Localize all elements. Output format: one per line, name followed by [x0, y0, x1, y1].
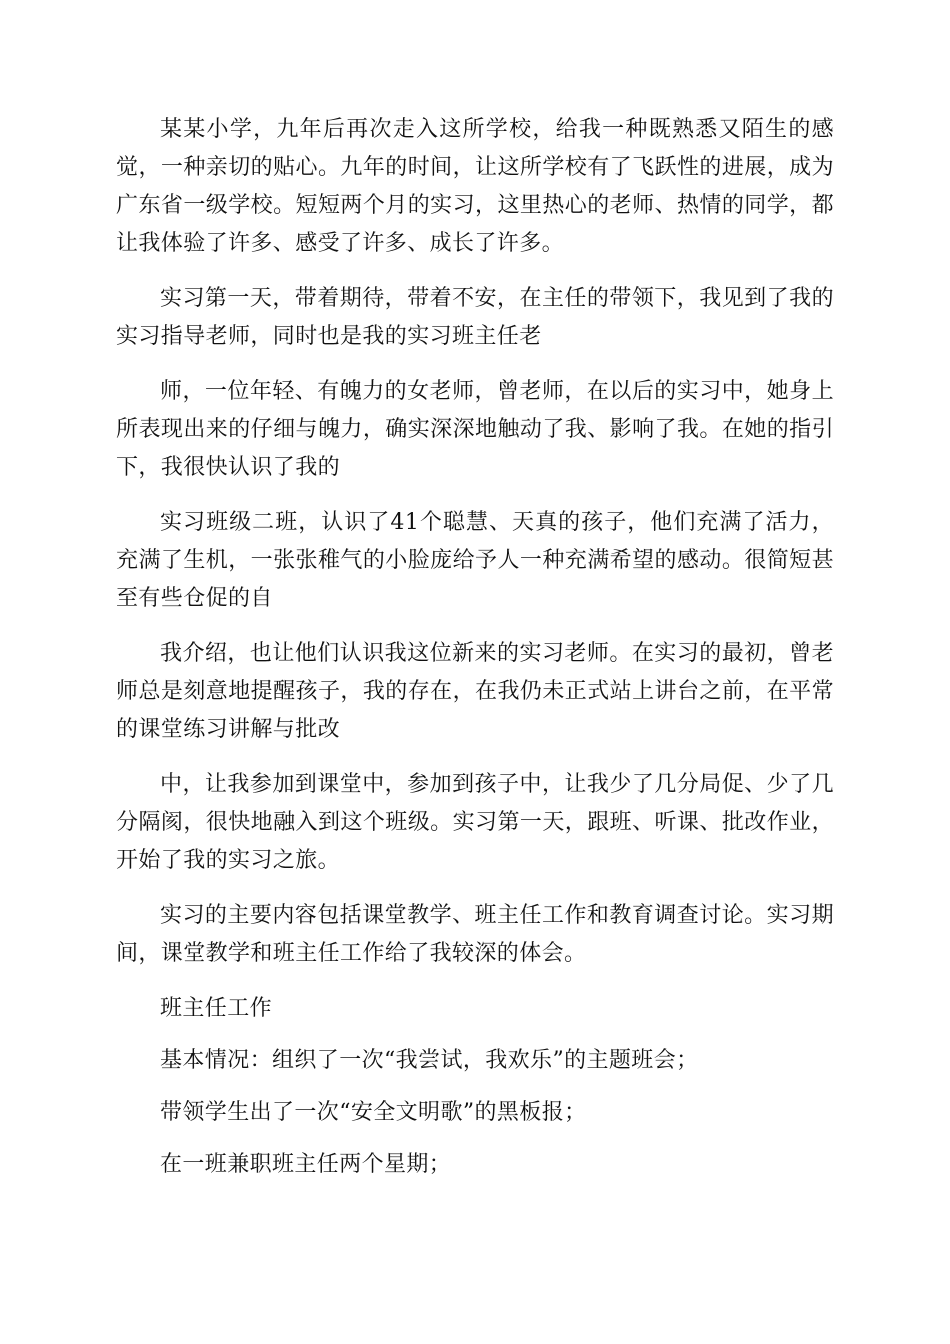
- paragraph-blackboard-newspaper: 带领学生出了一次“安全文明歌”的黑板报；: [160, 1100, 587, 1125]
- paragraph-main-content: 实习的主要内容包括课堂教学、班主任工作和教育调查讨论。实习期间，课堂教学和班主任工作给了我较深的体会。: [116, 903, 834, 966]
- paragraph-intro: 某某小学，九年后再次走入这所学校，给我一种既熟悉又陌生的感觉，一种亲切的贴心。九年的时间，让这所学校有了飞跃性的进展，成为广东省一级学校。短短两个月的实习，这里热心的老师、热情的同学，都让我体验了许多、感受了许多、成长了许多。: [116, 117, 834, 256]
- paragraph-joining-class: 中，让我参加到课堂中，参加到孩子中，让我少了几分局促、少了几分隔阂，很快地融入到这个班级。实习第一天，跟班、听课、批改作业，开始了我的实习之旅。: [116, 772, 834, 873]
- paragraph-acting-homeroom: 在一班兼职班主任两个星期；: [160, 1152, 452, 1177]
- section-heading-homeroom-work: 班主任工作: [160, 996, 273, 1021]
- paragraph-teacher-zeng: 师，一位年轻、有魄力的女老师，曾老师，在以后的实习中，她身上所表现出来的仔细与魄力，确实深深地触动了我、影响了我。在她的指引下，我很快认识了我的: [116, 379, 834, 480]
- paragraph-self-introduction: 我介绍，也让他们认识我这位新来的实习老师。在实习的最初，曾老师总是刻意地提醒孩子，我的存在，在我仍未正式站上讲台之前，在平常的课堂练习讲解与批改: [116, 641, 834, 742]
- document-body: [116, 111, 834, 1198]
- paragraph-class-two: 实习班级二班，认识了41个聪慧、天真的孩子，他们充满了活力，充满了生机，一张张稚气的小脸庞给予人一种充满希望的感动。很简短甚至有些仓促的自: [116, 510, 834, 611]
- paragraph-first-day: 实习第一天，带着期待，带着不安，在主任的带领下，我见到了我的实习指导老师，同时也是我的实习班主任老: [116, 286, 834, 349]
- paragraph-basic-situation: 基本情况：组织了一次“我尝试，我欢乐”的主题班会；: [160, 1048, 699, 1073]
